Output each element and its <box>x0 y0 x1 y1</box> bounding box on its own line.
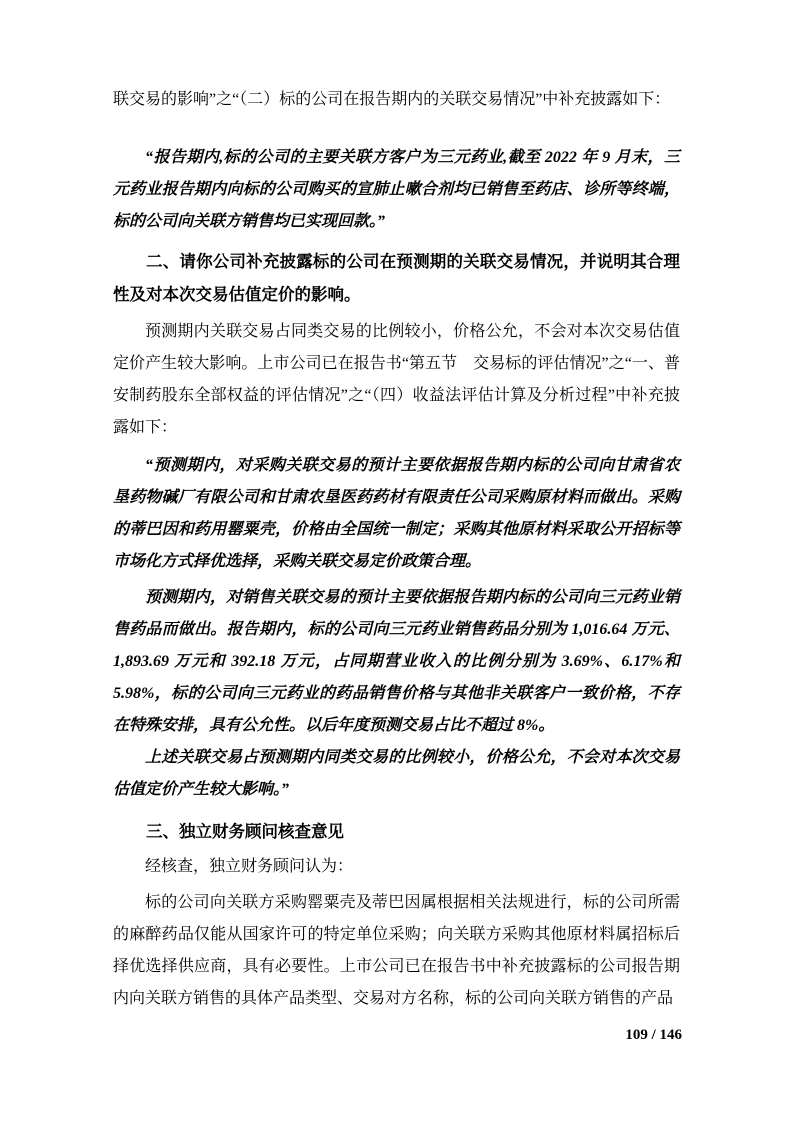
section-heading-3: 三、独立财务顾问核查意见 <box>146 823 344 841</box>
paragraph-forecast-ratio: 预测期内关联交易占同类交易的比例较小，价格公允，不会对本次交易估值定价产生较大影响。上市公司已在报告书“第五节 交易标的评估情况”之“一、普安制药股东全部权益的评估情况”之“（四）收益法评估计算及分析过程”中补充披露如下： <box>113 323 680 436</box>
document-content <box>113 84 680 1015</box>
quote-procurement-forecast: “预测期内，对采购关联交易的预计主要依据报告期内标的公司向甘肃省农垦药物碱厂有限公司和甘肃农垦医药药材有限责任公司采购原材料而做出。采购的蒂巴因和药用罂粟壳，价格由全国统一制定；采购其他原材料采取公开招标等市场化方式择优选择，采购关联交易定价政策合理。 <box>113 457 680 570</box>
section-heading-2: 二、请你公司补充披露标的公司在预测期的关联交易情况，并说明其合理性及对本次交易估值定价的影响。 <box>113 253 680 304</box>
paragraph-continuation: 联交易的影响”之“（二）标的公司在报告期内的关联交易情况”中补充披露如下： <box>113 91 671 108</box>
page-number: 109 / 146 <box>625 1027 682 1043</box>
quote-sales-forecast: 预测期内，对销售关联交易的预计主要依据报告期内标的公司向三元药业销售药品而做出。报告期内，标的公司向三元药业销售药品分别为 1,016.64 万元、1,893.69 万元和 392.18 万元，占同期营业收入的比例分别为 3.69%、6.17%和 5.98%，标的公司向三元药业的药品销售价格与其他非关联客户一致价格，不存在特殊安排，具有公允性。以后年度预测交易占比不超过 8%。 <box>113 589 680 734</box>
quote-conclusion: 上述关联交易占预测期内同类交易的比例较小，价格公允，不会对本次交易估值定价产生较大影响。” <box>113 749 680 798</box>
page-footer <box>625 1025 682 1045</box>
paragraph-verification-intro: 经核查，独立财务顾问认为： <box>145 858 354 875</box>
quote-report-period-customer: “报告期内,标的公司的主要关联方客户为三元药业,截至 2022 年 9 月末，三元药业报告期内向标的公司购买的宣肺止嗽合剂均已销售至药店、诊所等终端，标的公司向关联方销售均已实现回款。” <box>113 149 680 230</box>
paragraph-advisor-opinion: 标的公司向关联方采购罂粟壳及蒂巴因属根据相关法规进行，标的公司所需的麻醉药品仅能从国家许可的特定单位采购；向关联方采购其他原材料属招标后择优选择供应商，具有必要性。上市公司已在报告书中补充披露标的公司报告期内向关联方销售的具体产品类型、交易对方名称，标的公司向关联方销售的产品 <box>113 894 680 1007</box>
